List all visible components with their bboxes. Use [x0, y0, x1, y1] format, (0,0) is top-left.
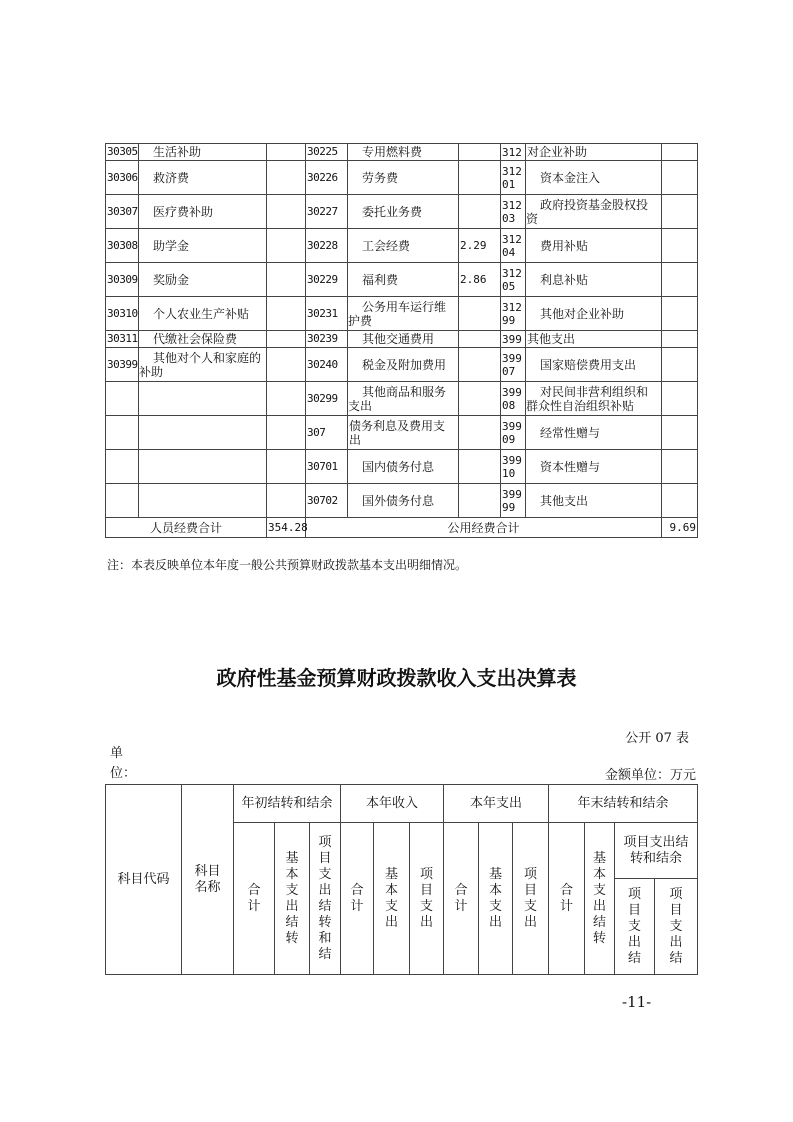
name-cell: 专用燃料费	[348, 144, 459, 161]
code-cell: 30305	[106, 144, 139, 161]
header-end-balance: 年末结转和结余	[549, 785, 698, 823]
name-cell: 奖励金	[139, 263, 267, 297]
name-cell: 其他商品和服务支出	[348, 382, 459, 416]
page-title: 政府性基金预算财政拨款收入支出决算表	[216, 666, 577, 690]
header-end-project-b: 项目支出结	[669, 886, 683, 966]
table-row	[106, 382, 698, 416]
header-end-basic: 基本支出结转	[592, 850, 606, 946]
code-cell: 30299	[306, 382, 348, 416]
code-cell: 31203	[501, 195, 526, 229]
code-cell: 31201	[501, 161, 526, 195]
header-income: 本年收入	[341, 785, 444, 823]
name-cell: 债务利息及费用支出	[348, 416, 459, 450]
table-row	[106, 348, 698, 382]
table-row	[106, 484, 698, 518]
value-cell	[267, 161, 306, 195]
code-cell: 39908	[501, 382, 526, 416]
code-cell	[106, 416, 139, 450]
code-cell: 30227	[306, 195, 348, 229]
code-cell: 30226	[306, 161, 348, 195]
value-cell	[662, 382, 698, 416]
code-cell: 30311	[106, 331, 139, 348]
table-note: 注：本表反映单位本年度一般公共预算财政拨款基本支出明细情况。	[107, 558, 468, 572]
value-cell	[662, 195, 698, 229]
value-cell: 2.86	[459, 263, 501, 297]
code-cell	[106, 382, 139, 416]
code-cell: 31299	[501, 297, 526, 331]
value-cell	[662, 450, 698, 484]
value-cell	[459, 348, 501, 382]
value-cell	[662, 331, 698, 348]
header-expense-basic: 基本支出	[488, 866, 502, 930]
name-cell	[139, 450, 267, 484]
value-cell	[662, 161, 698, 195]
value-cell	[267, 484, 306, 518]
code-cell: 39910	[501, 450, 526, 484]
value-cell	[662, 297, 698, 331]
table-row	[106, 331, 698, 348]
code-cell: 30239	[306, 331, 348, 348]
code-cell: 399	[501, 331, 526, 348]
name-cell: 政府投资基金股权投资	[526, 195, 662, 229]
value-cell	[459, 161, 501, 195]
header-code: 科目代码	[106, 785, 182, 975]
name-cell: 费用补贴	[526, 229, 662, 263]
value-cell	[267, 195, 306, 229]
name-cell	[139, 382, 267, 416]
header-end-total: 合计	[559, 882, 573, 914]
table-row	[106, 416, 698, 450]
value-cell	[662, 229, 698, 263]
value-cell	[267, 229, 306, 263]
name-cell: 个人农业生产补贴	[139, 297, 267, 331]
header-begin-basic: 基本支出结转	[285, 850, 299, 946]
table-row	[106, 297, 698, 331]
value-cell	[662, 263, 698, 297]
page-number: -11-	[622, 993, 652, 1011]
totals-row	[106, 518, 698, 538]
header-expense-project: 项目支出	[523, 866, 537, 930]
code-cell: 30306	[106, 161, 139, 195]
table-row	[106, 229, 698, 263]
value-cell	[459, 331, 501, 348]
value-cell	[267, 382, 306, 416]
code-cell: 30225	[306, 144, 348, 161]
header-end-project-a: 项目支出结	[627, 886, 641, 966]
personnel-total-value: 354.28	[267, 518, 306, 538]
value-cell	[267, 331, 306, 348]
value-cell	[459, 382, 501, 416]
name-cell: 劳务费	[348, 161, 459, 195]
public-total-value: 9.69	[662, 518, 698, 538]
name-cell: 公务用车运行维护费	[348, 297, 459, 331]
code-cell: 30231	[306, 297, 348, 331]
value-cell	[267, 450, 306, 484]
gov-fund-budget-table	[105, 784, 698, 975]
header-begin-balance: 年初结转和结余	[234, 785, 341, 823]
code-cell: 30701	[306, 450, 348, 484]
code-cell: 30309	[106, 263, 139, 297]
value-cell	[662, 484, 698, 518]
code-cell: 30399	[106, 348, 139, 382]
name-cell: 资本金注入	[526, 161, 662, 195]
header-name: 科目名称	[182, 785, 234, 975]
code-cell	[106, 450, 139, 484]
code-cell: 39907	[501, 348, 526, 382]
name-cell: 利息补贴	[526, 263, 662, 297]
code-cell: 30308	[106, 229, 139, 263]
code-cell: 30229	[306, 263, 348, 297]
value-cell	[459, 297, 501, 331]
value-cell	[267, 348, 306, 382]
value-cell	[267, 144, 306, 161]
value-cell	[459, 484, 501, 518]
header-expense-total: 合计	[454, 882, 468, 914]
name-cell: 对企业补助	[526, 144, 662, 161]
personnel-total-label: 人员经费合计	[106, 518, 267, 538]
basic-expense-detail-table	[105, 143, 698, 538]
name-cell: 福利费	[348, 263, 459, 297]
name-cell: 医疗费补助	[139, 195, 267, 229]
name-cell: 生活补助	[139, 144, 267, 161]
header-end-project-group: 项目支出结转和结余	[615, 823, 698, 879]
value-cell	[662, 348, 698, 382]
name-cell: 助学金	[139, 229, 267, 263]
code-cell: 31204	[501, 229, 526, 263]
name-cell: 工会经费	[348, 229, 459, 263]
name-cell: 对民间非营利组织和群众性自治组织补贴	[526, 382, 662, 416]
header-income-project: 项目支出	[419, 866, 433, 930]
code-cell	[106, 484, 139, 518]
name-cell: 委托业务费	[348, 195, 459, 229]
code-cell: 307	[306, 416, 348, 450]
name-cell	[139, 484, 267, 518]
value-cell	[267, 263, 306, 297]
value-cell	[662, 416, 698, 450]
table-row	[106, 144, 698, 161]
code-cell: 30240	[306, 348, 348, 382]
name-cell: 税金及附加费用	[348, 348, 459, 382]
header-income-total: 合计	[350, 882, 364, 914]
table-row	[106, 195, 698, 229]
public-total-label: 公用经费合计	[306, 518, 662, 538]
value-cell	[459, 416, 501, 450]
code-cell: 30307	[106, 195, 139, 229]
value-cell	[267, 416, 306, 450]
name-cell: 其他对企业补助	[526, 297, 662, 331]
code-cell: 39909	[501, 416, 526, 450]
name-cell: 其他支出	[526, 484, 662, 518]
code-cell: 30702	[306, 484, 348, 518]
name-cell: 其他交通费用	[348, 331, 459, 348]
header-begin-project: 项目支出结转和结	[318, 834, 332, 962]
amount-unit: 金额单位：万元	[604, 768, 696, 783]
name-cell: 经常性赠与	[526, 416, 662, 450]
header-begin-total: 合计	[247, 882, 261, 914]
name-cell: 国外债务付息	[348, 484, 459, 518]
value-cell	[459, 450, 501, 484]
value-cell	[267, 297, 306, 331]
code-cell: 39999	[501, 484, 526, 518]
name-cell: 其他支出	[526, 331, 662, 348]
header-expense: 本年支出	[444, 785, 549, 823]
table-row	[106, 450, 698, 484]
name-cell: 国内债务付息	[348, 450, 459, 484]
table-row	[106, 161, 698, 195]
code-cell: 31205	[501, 263, 526, 297]
name-cell: 代缴社会保险费	[139, 331, 267, 348]
code-cell: 30228	[306, 229, 348, 263]
header-income-basic: 基本支出	[384, 866, 398, 930]
name-cell: 国家赔偿费用支出	[526, 348, 662, 382]
name-cell: 资本性赠与	[526, 450, 662, 484]
table-number: 公开 07 表	[625, 731, 689, 746]
value-cell	[459, 144, 501, 161]
code-cell: 30310	[106, 297, 139, 331]
table-row	[106, 263, 698, 297]
unit-label: 单位：	[110, 746, 137, 781]
name-cell: 救济费	[139, 161, 267, 195]
name-cell	[139, 416, 267, 450]
value-cell	[459, 195, 501, 229]
name-cell: 其他对个人和家庭的补助	[139, 348, 267, 382]
value-cell: 2.29	[459, 229, 501, 263]
code-cell: 312	[501, 144, 526, 161]
value-cell	[662, 144, 698, 161]
